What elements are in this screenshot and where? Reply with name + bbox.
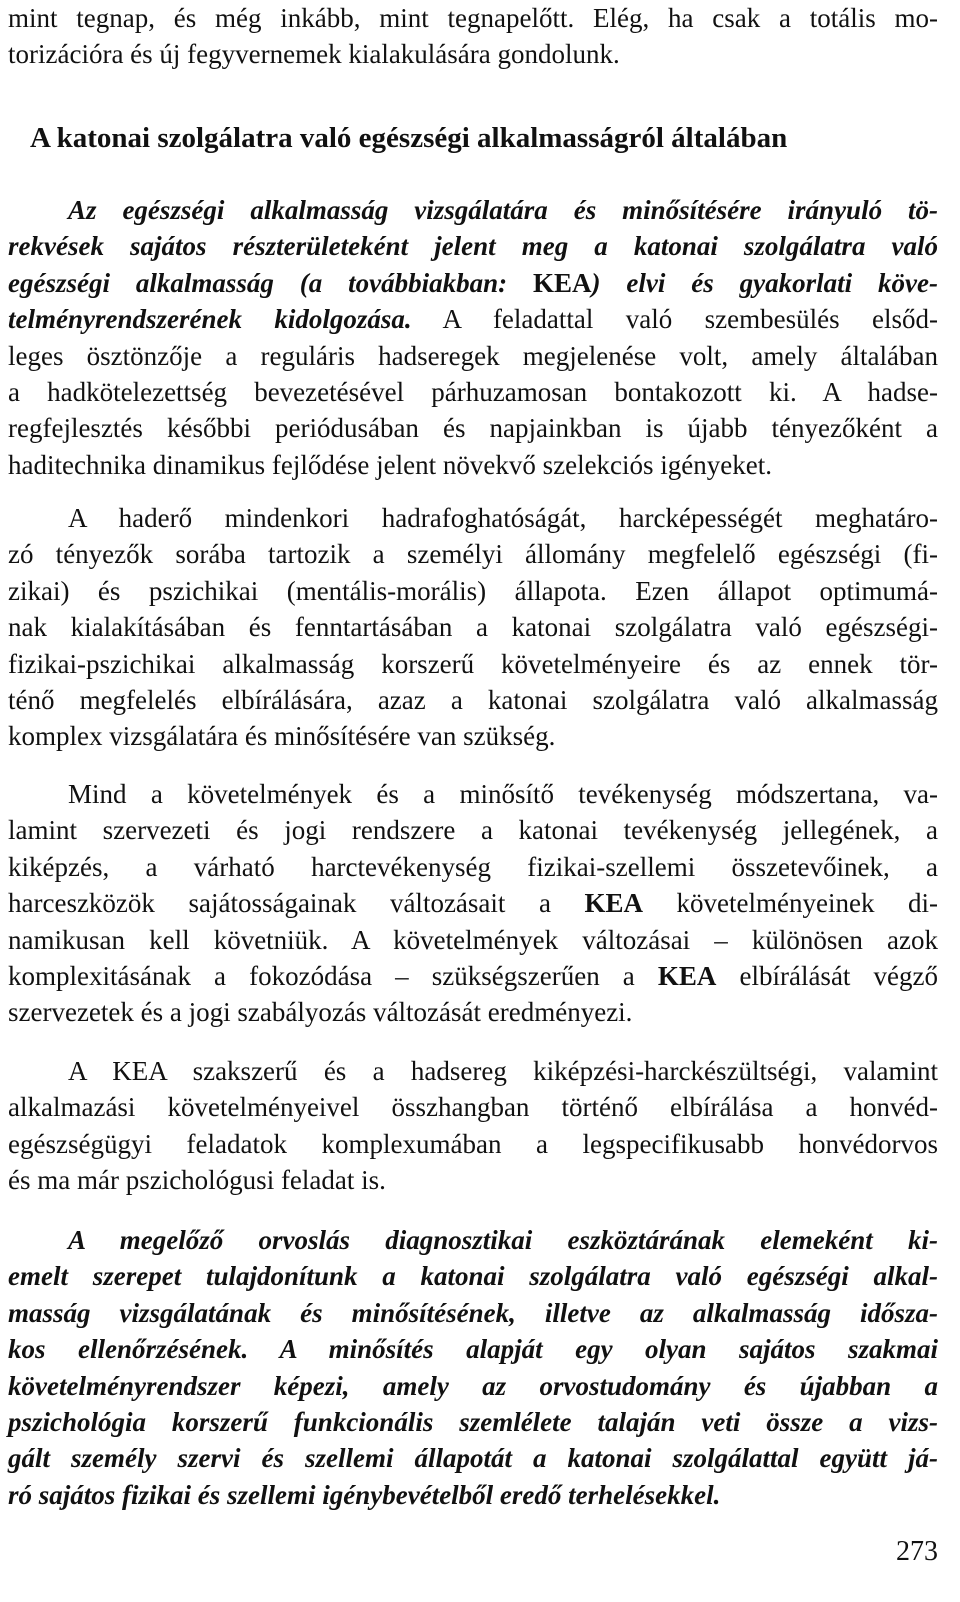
text-line: rekvések sajátos részterületeként jelent meg a katonai szolgálatra való <box>8 231 938 262</box>
text-line: Mind a követelmények és a minősítő tevékenység módszertana, va- <box>68 779 938 809</box>
text-line: ró sajátos fizikai és szellemi igénybevételből eredő terhelésekkel. <box>8 1479 721 1510</box>
kea-abbreviation: KEA <box>584 888 643 919</box>
text-line: kiképzés, a várható harctevékenység fizikai-szellemi összetevőinek, a <box>8 851 938 882</box>
text-line: nak kialakításában és fenntartásában a katonai szolgálatra való egészségi- <box>8 612 938 643</box>
text-line: A haderő mindenkori hadrafoghatóságát, harcképességét meghatáro- <box>68 503 938 533</box>
page-number: 273 <box>896 1536 938 1567</box>
text-line: szervezetek és a jogi szabályozás változását eredményezi. <box>8 997 633 1028</box>
paragraph-4 <box>8 1053 938 1199</box>
text-line: ténő megfelelés elbírálására, azaz a katonai szolgálatra való alkalmasság <box>8 684 938 715</box>
text-line <box>8 265 938 301</box>
text-line <box>8 301 938 337</box>
text-line: leges ösztönzője a reguláris hadseregek megjelenése volt, amely általában <box>8 340 938 371</box>
text-line: mint tegnap, és még inkább, mint tegnapelőtt. Elég, ha csak a totális mo- <box>8 3 938 33</box>
text-line: Az egészségi alkalmasság vizsgálatára és minősítésére irányuló tö- <box>68 195 938 225</box>
paragraph-3 <box>8 776 938 1031</box>
text-line: a hadkötelezettség bevezetésével párhuzamosan bontakozott ki. A hadse- <box>8 376 938 407</box>
text-line: alkalmazási követelményeivel összhangban történő elbírálása a honvéd- <box>8 1092 938 1123</box>
text-fragment: elbírálását végző <box>716 960 938 991</box>
text-line: pszichológia korszerű funkcionális szemlélete talaján veti össze a vizs- <box>8 1406 938 1437</box>
kea-abbreviation: KEA <box>533 267 592 298</box>
text-line: és ma már pszichológusi feladat is. <box>8 1165 386 1196</box>
text-fragment: telményrendszerének kidolgozása. <box>8 304 412 335</box>
text-line: egészségügyi feladatok komplexumában a legspecifikusabb honvédorvos <box>8 1128 938 1159</box>
text-line <box>8 958 938 994</box>
text-fragment: A feladattal való szembesülés elsőd- <box>411 304 938 335</box>
text-line: namikusan kell követniük. A követelmények változásai – különösen azok <box>8 924 938 955</box>
section-heading: A katonai szolgálatra való egészségi alkalmasságról általában <box>30 122 788 154</box>
paragraph-1 <box>8 192 938 483</box>
text-line: követelményrendszer képezi, amely az orvostudomány és újabban a <box>8 1370 938 1401</box>
text-line: komplex vizsgálatára és minősítésére van szükség. <box>8 721 556 752</box>
kea-abbreviation: KEA <box>657 960 717 991</box>
text-line: A megelőző orvoslás diagnosztikai eszköztárának elemeként ki- <box>68 1225 938 1255</box>
text-line: A KEA szakszerű és a hadsereg kiképzési-harckészültségi, valamint <box>68 1056 938 1086</box>
intro-paragraph <box>8 0 938 73</box>
text-line: lamint szervezeti és jogi rendszere a katonai tevékenység jellegének, a <box>8 815 938 846</box>
text-fragment: egészségi alkalmasság (a továbbiakban: <box>8 267 534 298</box>
text-line: gált személy szervi és szellemi állapotát a katonai szolgálattal együtt já- <box>8 1443 938 1474</box>
text-line: masság vizsgálatának és minősítésének, illetve az alkalmasság idősza- <box>8 1297 938 1328</box>
text-line: torizációra és új fegyvernemek kialakulására gondolunk. <box>8 39 620 70</box>
text-line <box>8 885 938 921</box>
text-fragment: követelményeinek di- <box>643 888 939 919</box>
text-line: haditechnika dinamikus fejlődése jelent növekvő szelekciós igényeket. <box>8 449 773 480</box>
text-line: fizikai-pszichikai alkalmasság korszerű követelményeire és az ennek tör- <box>8 648 938 679</box>
text-line: emelt szerepet tulajdonítunk a katonai szolgálatra való egészségi alkal- <box>8 1261 938 1292</box>
text-line: kos ellenőrzésének. A minősítés alapját egy olyan sajátos szakmai <box>8 1334 938 1365</box>
text-line: zikai) és pszichikai (mentális-morális) állapota. Ezen állapot optimumá- <box>8 575 938 606</box>
text-fragment: harceszközök sajátosságainak változásait a <box>8 888 585 919</box>
paragraph-2 <box>8 500 938 755</box>
text-line: regfejlesztés későbbi periódusában és napjainkban is újabb tényezőként a <box>8 413 938 444</box>
paragraph-5 <box>8 1222 938 1513</box>
text-fragment: ) elvi és gyakorlati köve- <box>591 267 938 298</box>
text-fragment: komplexitásának a fokozódása – szükségszerűen a <box>8 960 658 991</box>
text-line: zó tényezők sorába tartozik a személyi állomány megfelelő egészségi (fi- <box>8 539 938 570</box>
